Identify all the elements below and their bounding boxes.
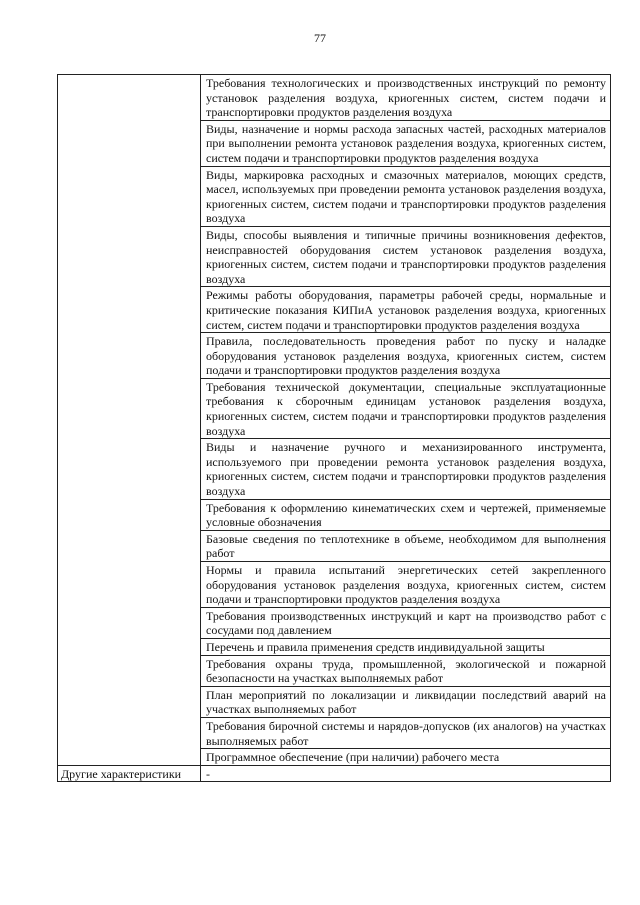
requirement-item: Требования производственных инструкций и карт на производство работ с сосудами под давлением — [201, 607, 611, 638]
table-row — [58, 75, 611, 121]
requirement-item: Перечень и правила применения средств индивидуальной защиты — [201, 638, 611, 655]
requirement-item: Базовые сведения по теплотехнике в объеме, необходимом для выполнения работ — [201, 530, 611, 561]
other-characteristics-value: - — [201, 765, 611, 782]
requirement-item: Виды, назначение и нормы расхода запасных частей, расходных материалов при выполнении ремонта установок разделения воздуха, криогенных систем, систем подачи и транспортировки продуктов разделения воздуха — [201, 120, 611, 166]
requirement-item: Нормы и правила испытаний энергетических сетей закрепленного оборудования установок разделения воздуха, криогенных систем, систем подачи и транспортировки продуктов разделения воздуха — [201, 562, 611, 608]
requirement-item: Требования охраны труда, промышленной, экологической и пожарной безопасности на участках выполняемых работ — [201, 655, 611, 686]
page-number: 77 — [314, 31, 326, 45]
requirement-item: План мероприятий по локализации и ликвидации последствий аварий на участках выполняемых работ — [201, 686, 611, 717]
requirement-item: Требования технической документации, специальные эксплуатационные требования к сборочным единицам установок разделения воздуха, криогенных систем, систем подачи и транспортировки продуктов разделения воздуха — [201, 378, 611, 438]
requirement-item: Виды и назначение ручного и механизированного инструмента, используемого при проведении ремонта установок разделения воздуха, криогенных систем, систем подачи и транспортировки продуктов разделения воздуха — [201, 439, 611, 499]
requirement-item: Правила, последовательность проведения работ по пуску и наладке оборудования установок разделения воздуха, криогенных систем, систем подачи и транспортировки продуктов разделения воздуха — [201, 333, 611, 379]
other-characteristics-label: Другие характеристики — [58, 765, 201, 782]
requirement-item: Требования бирочной системы и нарядов-допусков (их аналогов) на участках выполняемых работ — [201, 717, 611, 748]
requirement-item: Виды, маркировка расходных и смазочных материалов, моющих средств, масел, используемых при проведении ремонта установок разделения воздуха, криогенных систем, систем подачи и транспортировки продуктов разделения воздуха — [201, 166, 611, 226]
requirement-item: Требования технологических и производственных инструкций по ремонту установок разделения воздуха, криогенных систем, систем подачи и транспортировки продуктов разделения воздуха — [201, 75, 611, 121]
requirement-item: Режимы работы оборудования, параметры рабочей среды, нормальные и критические показания КИПиА установок разделения воздуха, криогенных систем, систем подачи и транспортировки продуктов разделения воздуха — [201, 287, 611, 333]
requirement-item: Программное обеспечение (при наличии) рабочего места — [201, 749, 611, 766]
requirement-item: Требования к оформлению кинематических схем и чертежей, применяемые условные обозначения — [201, 499, 611, 530]
table-row — [58, 765, 611, 782]
knowledge-table — [57, 74, 611, 782]
empty-label-cell — [58, 75, 201, 766]
requirement-item: Виды, способы выявления и типичные причины возникновения дефектов, неисправностей оборудования систем установок разделения воздуха, криогенных систем, систем подачи и транспортировки продуктов разделения воздуха — [201, 226, 611, 286]
